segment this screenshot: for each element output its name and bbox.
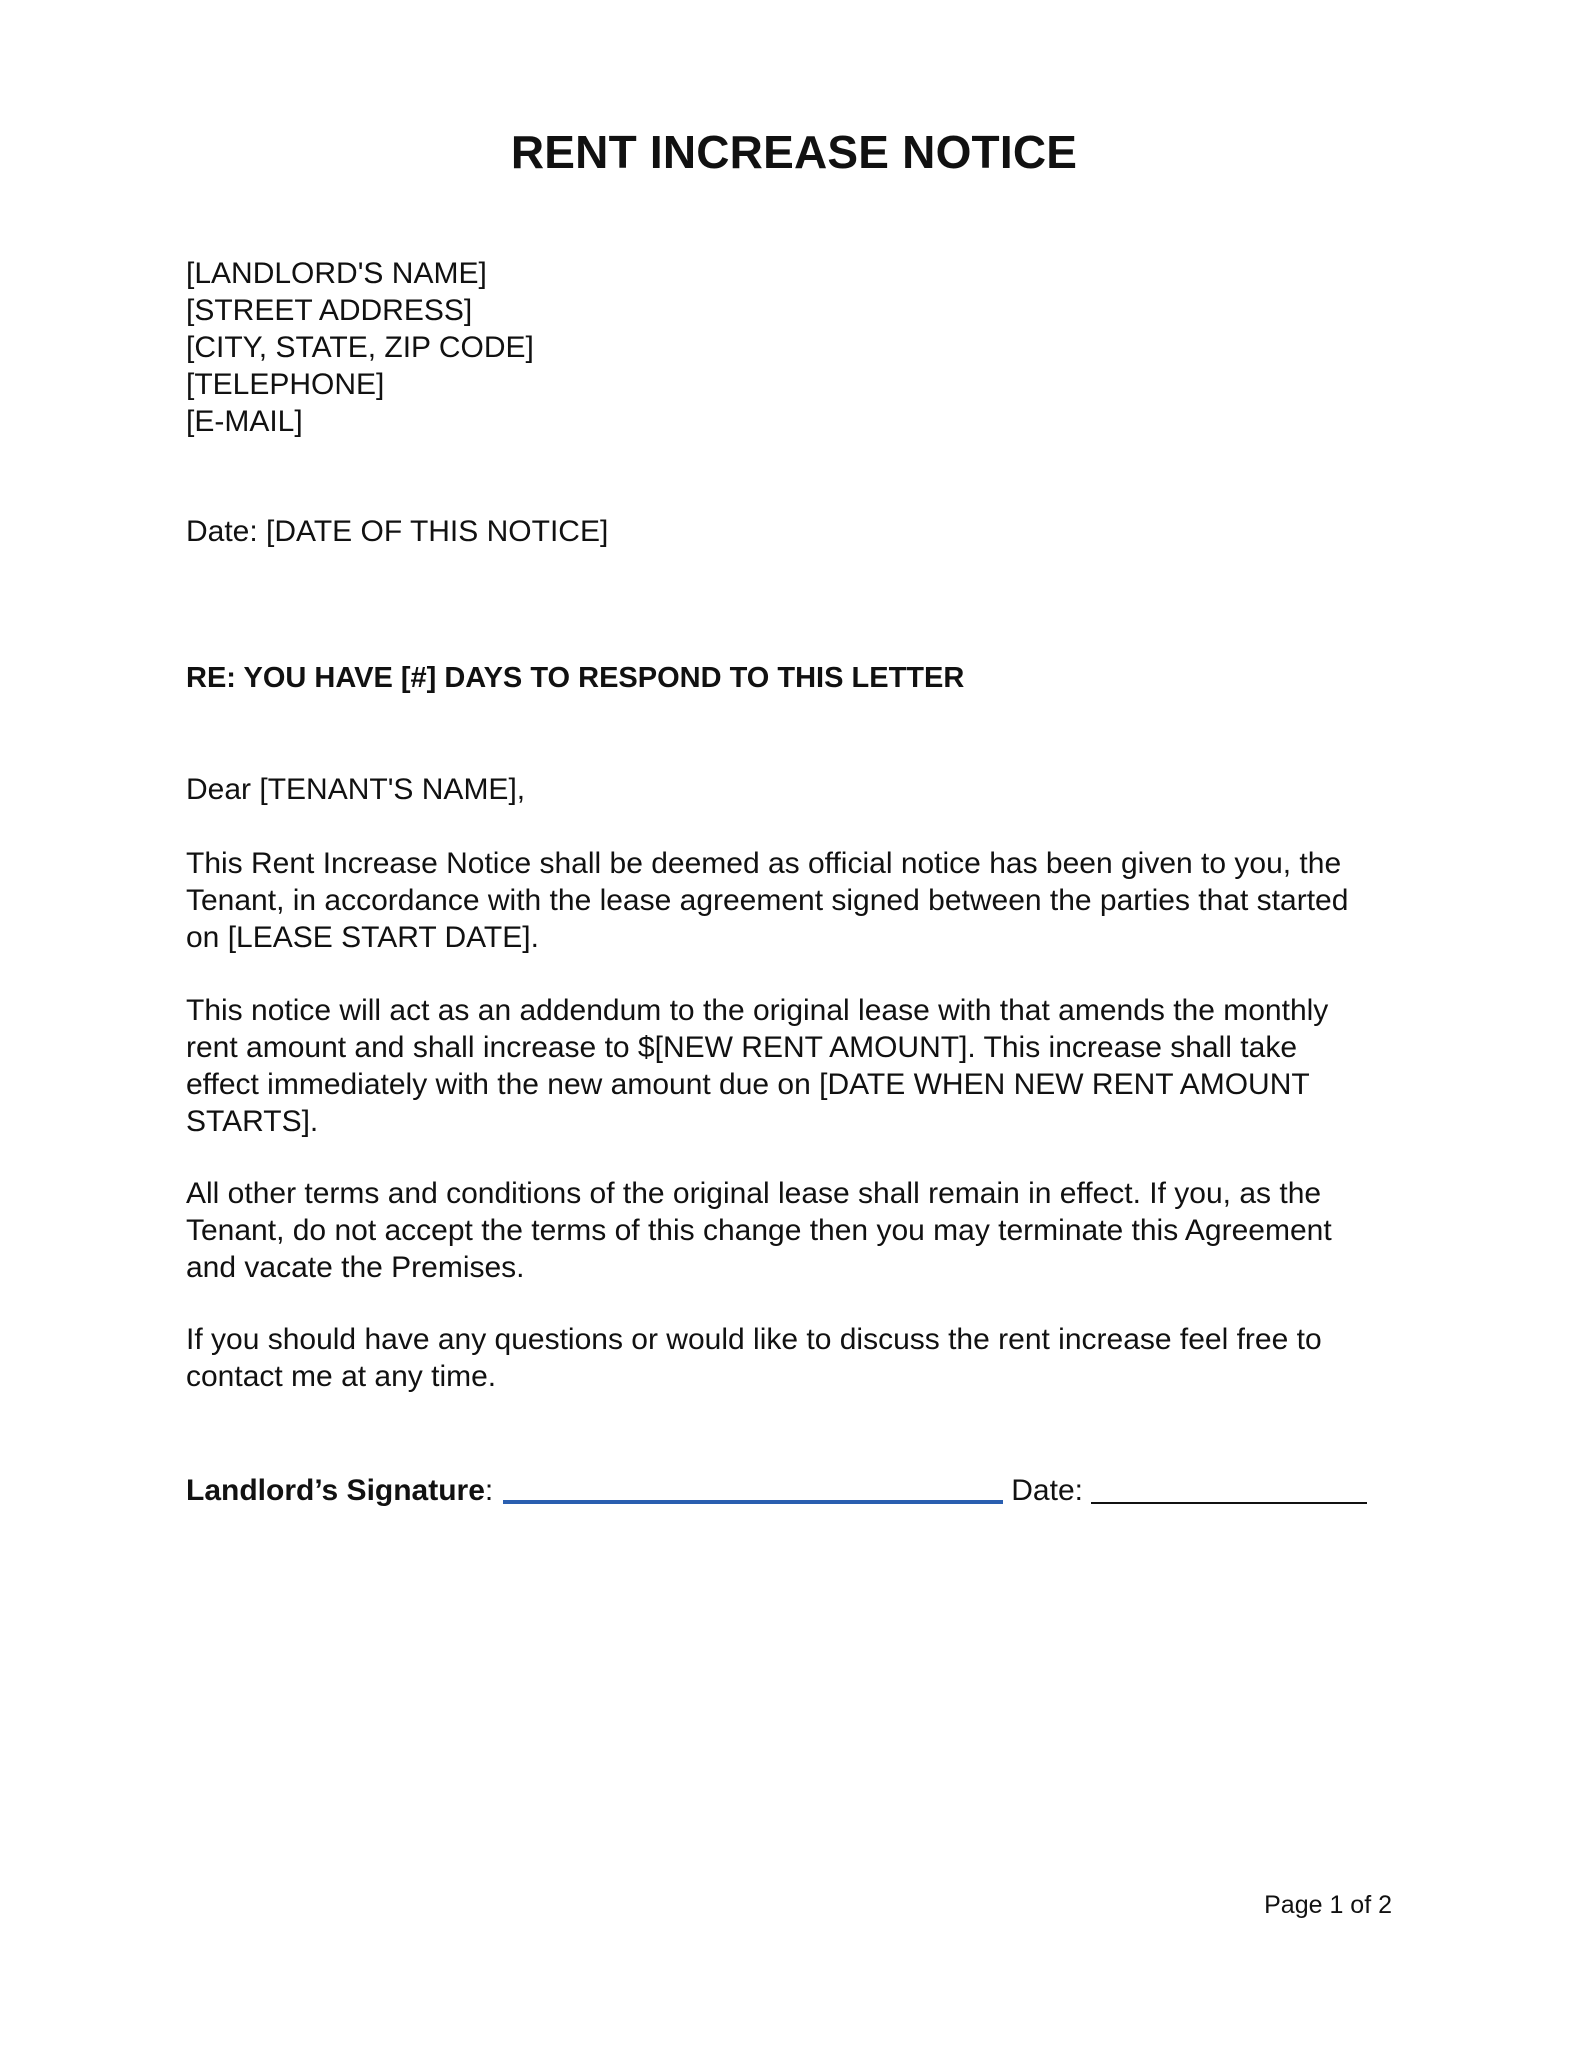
paragraph-line: If you should have any questions or would like to discuss the rent increase feel free to <box>186 1323 1322 1356</box>
paragraph-line: STARTS]. <box>186 1105 319 1138</box>
page-number: Page 1 of 2 <box>1264 1891 1392 1919</box>
paragraph-addendum <box>186 992 1416 1140</box>
signature-label: Landlord’s Signature <box>186 1474 485 1507</box>
paragraph-other-terms <box>186 1175 1416 1286</box>
paragraph-line: Tenant, in accordance with the lease agreement signed between the parties that started <box>186 884 1349 917</box>
landlord-street-address: [STREET ADDRESS] <box>186 294 473 327</box>
landlord-email: [E-MAIL] <box>186 405 303 438</box>
subject-line: RE: YOU HAVE [#] DAYS TO RESPOND TO THIS LETTER <box>186 662 965 694</box>
notice-date: Date: [DATE OF THIS NOTICE] <box>186 515 609 548</box>
landlord-telephone: [TELEPHONE] <box>186 368 385 401</box>
landlord-city-state-zip: [CITY, STATE, ZIP CODE] <box>186 331 534 364</box>
paragraph-line: rent amount and shall increase to $[NEW RENT AMOUNT]. This increase shall take <box>186 1031 1298 1064</box>
signature-date-label: Date: <box>1011 1474 1083 1507</box>
paragraph-line: Tenant, do not accept the terms of this change then you may terminate this Agreement <box>186 1214 1332 1247</box>
landlord-address-block <box>186 255 534 440</box>
paragraph-line: This notice will act as an addendum to the original lease with that amends the monthly <box>186 994 1329 1027</box>
landlord-name: [LANDLORD'S NAME] <box>186 257 487 290</box>
signature-colon: : <box>484 1474 494 1507</box>
paragraph-questions <box>186 1321 1416 1395</box>
paragraph-official-notice <box>186 845 1416 956</box>
paragraph-line: This Rent Increase Notice shall be deemed as official notice has been given to you, the <box>186 847 1342 880</box>
signature-row <box>186 1469 1367 1509</box>
paragraph-line: All other terms and conditions of the original lease shall remain in effect. If you, as the <box>186 1177 1322 1210</box>
document-title: RENT INCREASE NOTICE <box>510 126 1078 178</box>
signature-field[interactable] <box>503 1500 1003 1504</box>
paragraph-line: on [LEASE START DATE]. <box>186 921 539 954</box>
paragraph-line: effect immediately with the new amount due on [DATE WHEN NEW RENT AMOUNT <box>186 1068 1310 1101</box>
signature-date-field[interactable] <box>1091 1502 1367 1504</box>
salutation: Dear [TENANT'S NAME], <box>186 773 526 806</box>
paragraph-line: contact me at any time. <box>186 1360 497 1393</box>
paragraph-line: and vacate the Premises. <box>186 1251 525 1284</box>
